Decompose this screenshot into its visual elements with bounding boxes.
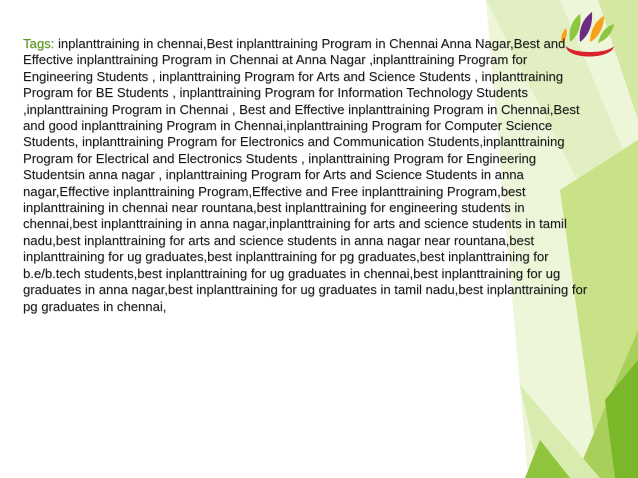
tags-text: inplanttraining in chennai,Best inplanttraining Program in Chennai Anna Nagar,Best and Effective inplanttraining Program in Chennai at Anna Nagar ,inplanttraining Program for Engineering Students , inplanttraining Program for Arts and Science Students , inplanttraining Program for BE Students , inplanttraining Program for Information Technology Students ,inplanttraining Program in Chennai , Best and Effective inplanttraining Program in Chennai,Best and good inplanttraining Program in Chennai,inplanttraining Program for Computer Science Students, inplanttraining Program for Electronics and Communication Students,inplanttraining Program for Electrical and Electronics Students , inplanttraining Program for Engineering Studentsin anna nagar , inplanttraining Program for Arts and Science Students in anna nagar,Effective inplanttraining Program,Effective and Free inplanttraining Program,best inplanttraining in chennai near rountana,best inplanttraining for engineering students in chennai,best inplanttraining in anna nagar,inplanttraining for arts and science students in tamil nadu,best inplanttraining for arts and science students in anna nagar near rountana,best inplanttraining for ug graduates,best inplanttraining for pg graduates,best inplanttraining for b.e/b.tech students,best inplanttraining for ug graduates in chennai,best inplanttraining for ug graduates in anna nagar,best inplanttraining for ug graduates in tamil nadu,best inplanttraining for pg graduates in chennai, <box>23 36 588 314</box>
tags-paragraph <box>23 36 598 315</box>
tags-label: Tags: <box>23 36 55 51</box>
